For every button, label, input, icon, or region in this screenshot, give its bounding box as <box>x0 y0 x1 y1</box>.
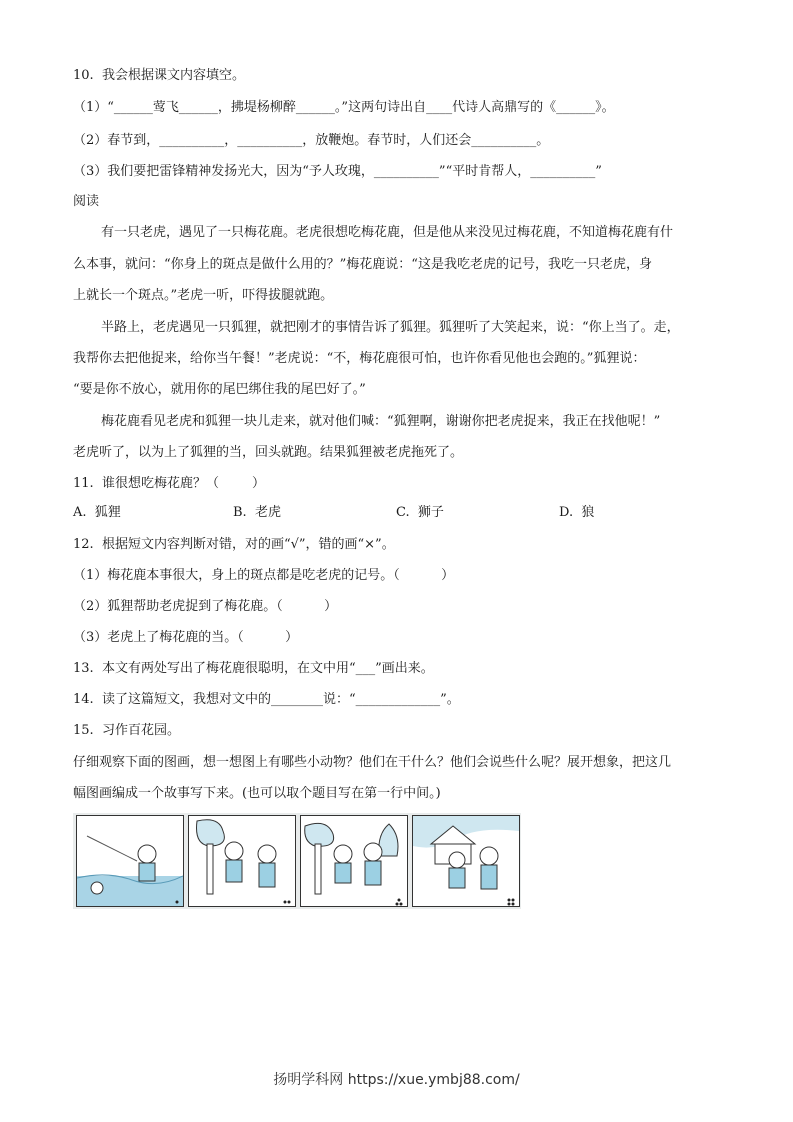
q13-title: 13. 本文有两处写出了梅花鹿很聪明，在文中用“___”画出来。 <box>73 661 434 676</box>
passage-paragraph-3-line-2: 老虎听了，以为上了狐狸的当，回头就跑。结果狐狸被老虎拖死了。 <box>73 445 464 460</box>
q10-blank-1: （1）“______莺飞______，拂堤杨柳醉______。”这两句诗出自____代诗人高鼎写的《______》。 <box>73 100 615 115</box>
picture-panel-3 <box>300 815 408 907</box>
passage-paragraph-1-line-2: 么本事，就问：“你身上的斑点是做什么用的？”梅花鹿说：“这是我吃老虎的记号，我吃一只老虎，身 <box>73 257 652 272</box>
passage-paragraph-1-line-3: 上就长一个斑点。”老虎一听，吓得拔腿就跑。 <box>73 288 334 303</box>
q11-title: 11. 谁很想吃梅花鹿？（ ） <box>73 476 265 491</box>
footer-watermark: 扬明学科网 https://xue.ymbj88.com/ <box>273 1072 520 1088</box>
picture-panel-4 <box>412 815 520 907</box>
picture-panel-1 <box>76 815 184 907</box>
q12-item-3: （3）老虎上了梅花鹿的当。（ ） <box>73 630 299 645</box>
passage-paragraph-2-line-3: “要是你不放心，就用你的尾巴绑住我的尾巴好了。” <box>73 382 366 397</box>
q11-choices <box>73 503 733 523</box>
q12-item-1: （1）梅花鹿本事很大，身上的斑点都是吃老虎的记号。（ ） <box>73 568 455 583</box>
q15-instruction-line-2: 幅图画编成一个故事写下来。(也可以取个题目写在第一行中间。) <box>73 786 441 801</box>
q10-blank-2: （2）春节到，__________，__________，放鞭炮。春节时，人们还会__________。 <box>73 133 550 148</box>
q12-title: 12. 根据短文内容判断对错，对的画“√”，错的画“×”。 <box>73 537 395 552</box>
choice-b[interactable]: B. 老虎 <box>233 505 281 520</box>
passage-paragraph-3-line-1: 梅花鹿看见老虎和狐狸一块儿走来，就对他们喊：“狐狸啊，谢谢你把老虎捉来，我正在找他呢！” <box>101 414 661 429</box>
passage-paragraph-1-line-1: 有一只老虎，遇见了一只梅花鹿。老虎很想吃梅花鹿，但是他从来没见过梅花鹿，不知道梅花鹿有什 <box>101 225 674 240</box>
choice-d[interactable]: D. 狼 <box>559 505 595 520</box>
q14-title: 14. 读了这篇短文，我想对文中的________说：“_____________”。 <box>73 692 460 707</box>
picture-panel-2 <box>188 815 296 907</box>
q12-item-2: （2）狐狸帮助老虎捉到了梅花鹿。（ ） <box>73 599 338 614</box>
passage-paragraph-2-line-2: 我帮你去把他捉来，给你当午餐！”老虎说：“不，梅花鹿很可怕，也许你看见他也会跑的。”狐狸说： <box>73 351 646 366</box>
q15-title: 15. 习作百花园。 <box>73 723 180 738</box>
passage-paragraph-2-line-1: 半路上，老虎遇见一只狐狸，就把刚才的事情告诉了狐狸。狐狸听了大笑起来，说：“你上当了。走， <box>101 320 680 335</box>
choice-a[interactable]: A. 狐狸 <box>73 505 121 520</box>
reading-heading: 阅读 <box>73 194 100 209</box>
q10-blank-3: （3）我们要把雷锋精神发扬光大，因为“予人玫瑰，__________”“平时肯帮人，__________” <box>73 164 602 179</box>
q10-title: 10. 我会根据课文内容填空。 <box>73 68 245 83</box>
choice-c[interactable]: C. 狮子 <box>396 505 444 520</box>
picture-strip <box>73 813 521 909</box>
q15-instruction-line-1: 仔细观察下面的图画，想一想图上有哪些小动物？他们在干什么？他们会说些什么呢？展开想象，把这几 <box>73 755 672 770</box>
